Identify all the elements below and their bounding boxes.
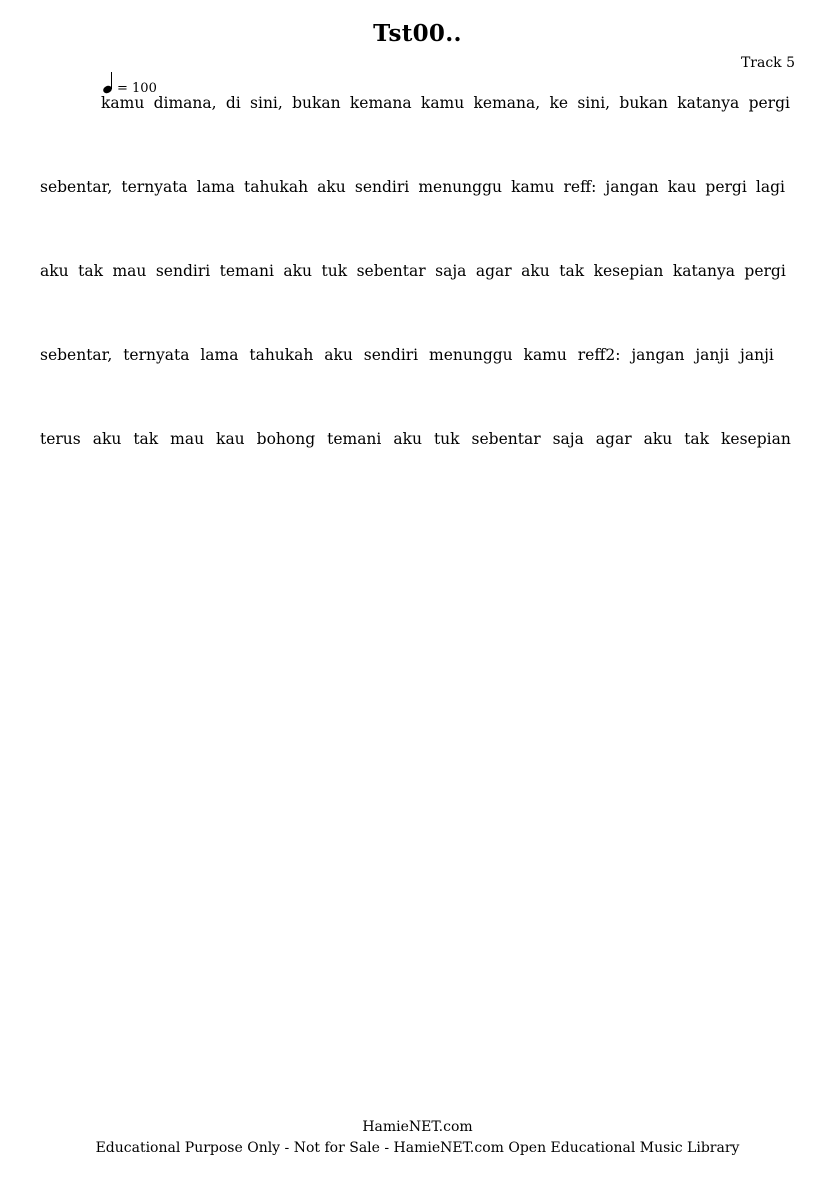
lyric-word: lagi xyxy=(755,178,785,196)
lyric-word: kau xyxy=(667,178,697,196)
lyric-word: kemana xyxy=(349,94,412,112)
lyric-word: mau xyxy=(112,262,147,280)
lyric-word: lama xyxy=(200,346,239,364)
lyric-word: aku xyxy=(393,430,422,448)
lyric-word: kamu xyxy=(511,178,555,196)
lyric-word: menunggu xyxy=(418,178,502,196)
lyric-word: sini, xyxy=(577,94,611,112)
lyric-word: kamu xyxy=(101,94,145,112)
lyric-word: temani xyxy=(219,262,274,280)
lyric-word: aku xyxy=(283,262,313,280)
lyric-word: sini, xyxy=(250,94,283,112)
lyric-word: aku xyxy=(317,178,346,196)
lyric-word: tak xyxy=(78,262,103,280)
lyric-word: jangan xyxy=(605,178,659,196)
lyric-word: janji xyxy=(740,346,774,364)
lyric-word: terus xyxy=(40,430,81,448)
lyric-word: aku xyxy=(643,430,673,448)
lyric-word: sendiri xyxy=(155,262,211,280)
lyric-word: katanya xyxy=(677,94,740,112)
lyric-word: sebentar, xyxy=(40,346,113,364)
lyric-word: agar xyxy=(475,262,512,280)
lyric-word: aku xyxy=(92,430,122,448)
lyric-word: saja xyxy=(552,430,584,448)
lyric-word: tuk xyxy=(433,430,460,448)
lyric-word: sebentar, xyxy=(40,178,113,196)
lyric-word: aku xyxy=(521,262,550,280)
lyric-word: tuk xyxy=(321,262,348,280)
lyric-word: reff: xyxy=(563,178,597,196)
lyric-word: tak xyxy=(133,430,159,448)
lyric-word: kamu xyxy=(420,94,465,112)
lyric-word: janji xyxy=(695,346,730,364)
lyric-word: sebentar xyxy=(356,262,426,280)
lyric-word: agar xyxy=(595,430,632,448)
lyric-word: sebentar xyxy=(471,430,541,448)
lyric-word: temani xyxy=(327,430,382,448)
lyric-word: mau xyxy=(170,430,205,448)
lyric-line xyxy=(40,346,774,364)
lyric-word: saja xyxy=(435,262,467,280)
lyric-word: kau xyxy=(216,430,245,448)
lyric-word: pergi xyxy=(748,94,790,112)
lyric-word: kamu xyxy=(523,346,567,364)
lyric-word: kesepian xyxy=(721,430,791,448)
lyric-word: tahukah xyxy=(249,346,314,364)
lyric-word: lama xyxy=(196,178,235,196)
lyric-word: dimana, xyxy=(153,94,217,112)
lyric-word: sendiri xyxy=(354,178,410,196)
lyric-word: tak xyxy=(684,430,710,448)
lyric-word: ternyata xyxy=(123,346,190,364)
lyric-word: tahukah xyxy=(244,178,309,196)
lyric-line xyxy=(40,430,791,448)
lyric-word: ke xyxy=(549,94,569,112)
lyric-line xyxy=(40,178,785,196)
lyric-line xyxy=(40,262,786,280)
lyric-word: kemana, xyxy=(473,94,541,112)
tempo-text: = 100 xyxy=(117,81,157,96)
lyric-word: di xyxy=(225,94,241,112)
lyric-word: ternyata xyxy=(121,178,188,196)
lyric-word: bukan xyxy=(619,94,668,112)
lyric-word: aku xyxy=(40,262,69,280)
lyric-word: pergi xyxy=(705,178,747,196)
lyric-word: menunggu xyxy=(429,346,513,364)
lyric-line xyxy=(101,94,790,112)
lyric-word: kesepian xyxy=(593,262,664,280)
footer-site: HamieNET.com xyxy=(362,1119,473,1135)
lyric-word: jangan xyxy=(631,346,685,364)
lyric-word: pergi xyxy=(744,262,786,280)
lyric-word: aku xyxy=(324,346,353,364)
lyric-word: sendiri xyxy=(363,346,419,364)
lyric-word: bukan xyxy=(292,94,341,112)
lyric-word: katanya xyxy=(672,262,735,280)
tempo-marking xyxy=(103,72,173,96)
footer-notice: Educational Purpose Only - Not for Sale - HamieNET.com Open Educational Music Library xyxy=(95,1140,740,1156)
score-title: Tst00.. xyxy=(373,20,462,47)
lyric-word: tak xyxy=(559,262,585,280)
lyric-word: bohong xyxy=(256,430,316,448)
lyric-word: reff2: xyxy=(577,346,621,364)
track-label: Track 5 xyxy=(740,55,795,71)
